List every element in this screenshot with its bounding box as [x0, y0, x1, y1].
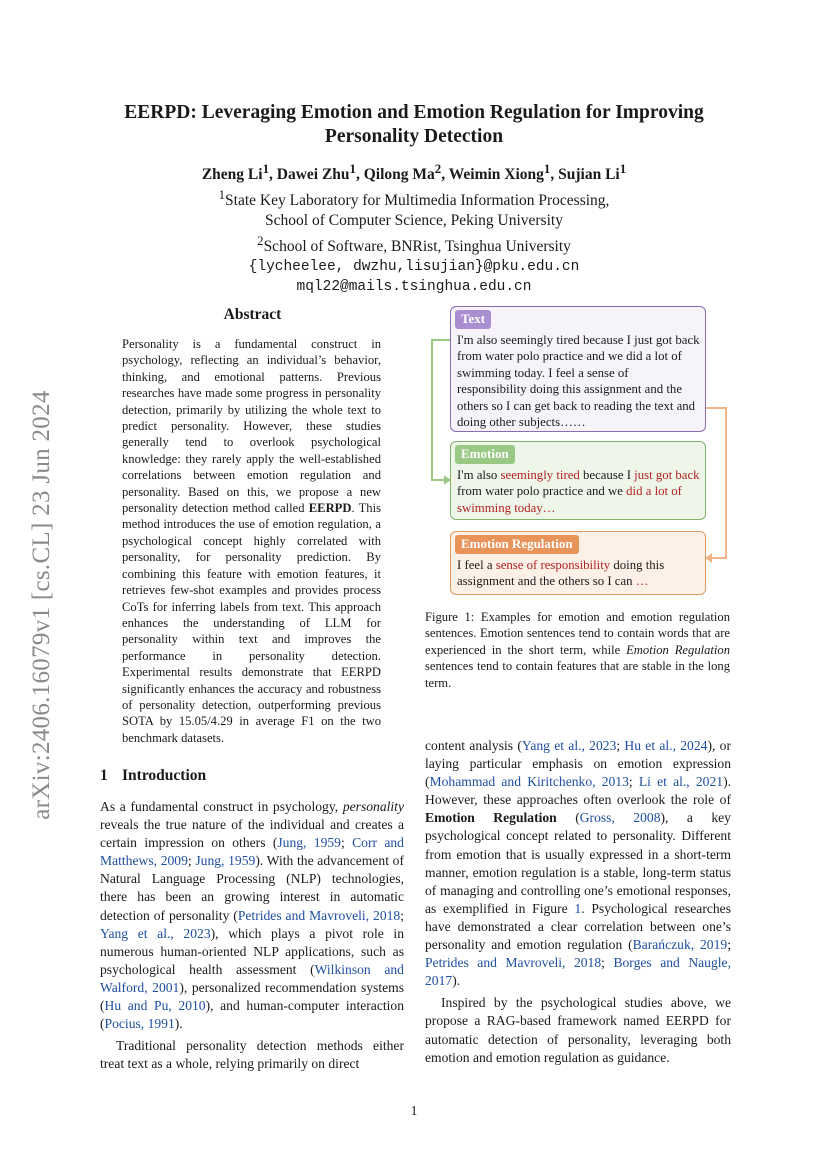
caption-italic-term: Emotion Regulation [626, 642, 730, 657]
citation-separator: ; [727, 937, 731, 953]
arxiv-stamp [22, 370, 62, 840]
citation-link[interactable]: Mohammad and Kiritchenko, 2013 [429, 774, 629, 790]
right-paragraph-2: Inspired by the psychological studies above, we propose a RAG-based framework named EERPD for automatic detection of personality, leveraging both emotion and emotion regulation as guidance. [425, 995, 731, 1065]
title-line-2: Personality Detection [324, 126, 504, 147]
citation-link[interactable]: Hu and Pu, 2010 [104, 998, 206, 1014]
abstract-method-name: EERPD [308, 501, 352, 516]
regulation-text-1: I feel a [457, 558, 496, 572]
intro-text-e: ), which plays a pivot role in numerous human-oriented NLP applications, such as psychological health assessment ( [100, 925, 404, 977]
page-number: 1 [410, 1103, 418, 1118]
regulation-highlight-1: sense of responsibility [495, 558, 611, 572]
intro-text-g: ), and human-computer interaction ( [100, 998, 404, 1032]
affiliation-1-school: School of Computer Science, Peking University [265, 212, 563, 230]
emotion-tag: Emotion [455, 445, 515, 464]
caption-text-2: sentences tend to contain features that are stable in the long term. [425, 659, 730, 690]
text-tag: Text [455, 310, 491, 329]
citation-link[interactable]: Gross, 2008 [579, 810, 661, 826]
intro-text-h: ). [174, 1016, 183, 1032]
emotion-text-3: from water polo practice and we [457, 484, 627, 499]
citation-link[interactable]: Barańczuk, 2019 [632, 937, 728, 953]
figure-regulation-box [450, 531, 706, 595]
affiliation-2-mark: 2 [257, 233, 264, 249]
email-1: {lycheelee, dwzhu,lisujian}@pku.edu.cn [248, 259, 580, 276]
right-text-g: ). [452, 973, 461, 989]
intro-right-column [425, 737, 731, 1067]
citation-link[interactable]: Corr and Matthews, 2009 [100, 835, 404, 869]
citation-separator: ; [187, 853, 196, 869]
abstract-text-1: Personality is a fundamental construct in psychology, reflecting an individual’s behavior, thinking, and emotional patterns. Previous researches have made some progress in personality detection, primarily by utilizing the whole text to predict personality. However, these studies generally tend to overlook psychological knowledge: they rarely apply the well-established correlations between emotion regulation and personality. Based on this, we propose a new personality detection method called [122, 337, 381, 516]
intro-text-d: ). With the advancement of Natural Language Processing (NLP) technologies, there has been an growing interest in automatic detection of personality ( [100, 853, 404, 923]
right-text-d: ( [556, 810, 580, 826]
emotion-text-2: because I [579, 468, 635, 482]
figure-text-box [450, 306, 706, 432]
abstract-heading: Abstract [223, 306, 282, 323]
emotion-highlight-2: just got back [634, 468, 700, 482]
text-to-regulation-arrow [705, 408, 726, 558]
right-text-e: ), a key psychological concept related to personality. Different from emotion that is usually expressed in a short-term manner, emotion regulation is a stable, long-term status of managing and controlling one’s emotional responses, as exemplified in Figure [425, 810, 731, 916]
paper-title [90, 101, 738, 149]
regulation-text-2: doing this assignment and the others so I can [457, 558, 665, 589]
intro-paragraph-1 [100, 798, 404, 1033]
arxiv-identifier: arXiv:2406.16079v1 [cs.CL] 23 Jun 2024 [28, 390, 55, 820]
intro-left-column [100, 798, 404, 1073]
intro-paragraph-2: Traditional personality detection methods either treat text as a whole, relying primarily on direct [100, 1038, 404, 1072]
emotion-box-body [457, 467, 700, 516]
intro-italic-personality: personality [342, 799, 404, 814]
section-number: 1 [100, 767, 108, 784]
regulation-tag: Emotion Regulation [455, 535, 579, 554]
email-2: mql22@mails.tsinghua.edu.cn [296, 279, 532, 296]
author-3: Qilong Ma [363, 166, 435, 184]
author-2: Dawei Zhu [276, 166, 350, 184]
affiliation-2-line-1: School of Software, BNRist, Tsinghua University [263, 238, 571, 256]
citation-link[interactable]: Petrides and Mavroveli, 2018 [425, 955, 602, 971]
citation-link[interactable]: Borges and Naugle, 2017 [425, 955, 731, 989]
citation-separator: ; [616, 738, 625, 753]
right-text-c: ). However, these approaches often overlook the role of [425, 774, 731, 808]
text-box-body [457, 332, 700, 430]
affiliation-1 [90, 185, 738, 211]
figure-emotion-box [450, 441, 706, 520]
figure-1-caption [425, 609, 730, 691]
citation-link[interactable]: Yang et al., 2023 [521, 738, 617, 753]
section-title: Introduction [122, 767, 207, 784]
text-box-sentence: I'm also seemingly tired because I just got back from water polo practice and we did a lot of swimming today. I feel a sense of responsibility doing this assignment and the others so I can get back to reading the text and doing other subjects… [457, 333, 700, 430]
citation-link[interactable]: Jung, 1959 [277, 835, 341, 851]
citation-separator: ; [601, 955, 614, 971]
citation-separator: ; [628, 774, 639, 790]
citation-link[interactable]: Hu et al., 2024 [624, 738, 708, 753]
right-text-b: ), or laying particular emphasis on emotion expression ( [425, 738, 731, 790]
figure-reference-link[interactable]: 1 [574, 900, 582, 916]
intro-text-c: reveals the true nature of the individual and creates a certain impression on others ( [100, 817, 404, 851]
intro-text-a: As a fundamental construct in psychology, [100, 799, 343, 814]
caption-text-1: Figure 1: Examples for emotion and emotion regulation sentences. Emotion sentences tend to contain words that are experienced in the short term, while [425, 610, 730, 657]
author-2-affiliation: 1 [349, 161, 356, 176]
author-5-affiliation: 1 [619, 161, 627, 176]
author-1: Zheng Li [201, 166, 263, 184]
emotion-ellipsis: … [542, 500, 556, 515]
citation-link[interactable]: Petrides and Mavroveli, 2018 [237, 907, 401, 923]
text-to-regulation-arrowhead [705, 553, 712, 563]
author-3-affiliation: 2 [434, 161, 442, 176]
text-box-ellipsis: … [572, 415, 586, 430]
citation-link[interactable]: Jung, 1959 [195, 853, 256, 869]
author-5: Sujian Li [558, 166, 620, 184]
emotion-text-1: I'm also [457, 468, 501, 482]
section-heading-introduction [100, 767, 206, 785]
author-4-affiliation: 1 [543, 161, 551, 176]
abstract-body [122, 336, 381, 746]
author-4: Weimin Xiong [448, 166, 544, 184]
right-paragraph-1 [425, 737, 731, 990]
regulation-ellipsis: … [635, 574, 649, 589]
affiliation-1-line-1: State Key Laboratory for Multimedia Information Processing, [225, 192, 610, 210]
title-line-1: EERPD: Leveraging Emotion and Emotion Regulation for Improving [124, 102, 704, 123]
author-1-affiliation: 1 [262, 161, 270, 176]
citation-link[interactable]: Wilkinson and Walford, 2001 [100, 961, 404, 995]
right-bold-term: Emotion Regulation [425, 810, 557, 826]
right-text-a: content analysis ( [425, 738, 522, 753]
citation-link[interactable]: Yang et al., 2023 [100, 925, 211, 941]
citation-separator: ; [400, 907, 404, 923]
regulation-box-body [457, 557, 700, 590]
citation-link[interactable]: Pocius, 1991 [104, 1016, 175, 1032]
intro-text-f: ), personalized recommendation systems ( [100, 979, 404, 1014]
abstract-text-2: . This method introduces the use of emotion regulation, a psychological concept highly correlated with personality, for personality prediction. By combining this feature with emotion features, it retrieves few-shot examples and provides process CoTs for inferring labels from text. This approach enhances the understanding of LLM for personality within text and improves the performance in personality detection. Experimental results demonstrate that EERPD significantly enhances the accuracy and robustness of personality detection, outperforming previous SOTA by 15.05/4.29 in average F1 on the two benchmark datasets. [122, 501, 381, 745]
citation-link[interactable]: Li et al., 2021 [638, 774, 724, 790]
author-block [90, 159, 738, 297]
text-to-emotion-arrow [432, 340, 450, 480]
citation-separator: ; [340, 835, 353, 851]
right-text-f: . Psychological researches have demonstrated a clear correlation between one’s personality and emotion regulation ( [425, 900, 732, 953]
emotion-highlight-1: seemingly tired [500, 468, 580, 482]
affiliation-2 [90, 231, 738, 257]
emotion-highlight-3: did a lot of swimming today [457, 484, 682, 515]
affiliation-1-mark: 1 [218, 187, 226, 203]
author-names: Zheng Li$^1$, Dawei Zhu$^1$, Qilong Ma$^2$, Weimin Xiong$^1$, Sujian Li$^1$ [201, 161, 627, 184]
